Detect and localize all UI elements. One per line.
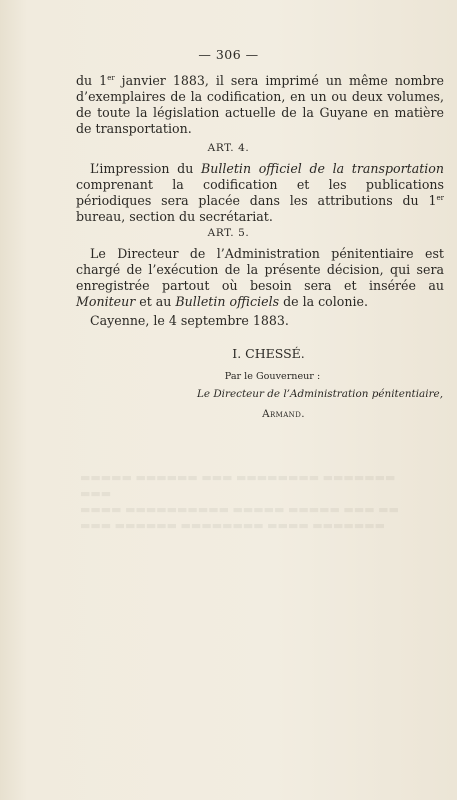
para3-text-c: de la colonie. xyxy=(279,294,368,309)
page-number: — 306 — xyxy=(198,47,259,62)
article-4-heading xyxy=(0,142,457,154)
bleed-through-text: ▬▬▬▬▬ ▬▬▬▬▬▬ ▬▬▬ ▬▬▬▬▬▬▬▬ ▬▬▬▬▬▬▬ ▬▬▬ ▬▬▬▬ ▬▬▬▬▬▬▬▬▬▬ ▬▬▬▬▬ ▬▬▬▬▬ ▬▬▬ ▬▬ ▬▬▬ ▬▬▬▬▬▬ ▬▬▬▬▬▬▬▬ ▬▬▬▬ ▬▬▬▬▬▬▬ xyxy=(80,471,399,532)
para3-text-b: et au xyxy=(135,294,176,309)
para1-sup: er xyxy=(107,73,115,82)
para2-text-c: bureau, section du secrétariat. xyxy=(76,209,273,224)
para2-italic: Bulletin officiel de la transportation xyxy=(200,161,444,176)
para1-text-b: janvier 1883, il sera imprimé un même nombre d’exemplaires de la codification, en un ou deux volumes, de toute la législation actuelle de la Guyane en matière de transportation. xyxy=(76,73,444,136)
para1-text-a: du xyxy=(76,73,100,88)
para2-text-a: L’impression du xyxy=(90,161,201,176)
paragraph-3 xyxy=(76,246,444,329)
para2-sup: er xyxy=(436,193,444,202)
article-5-heading xyxy=(0,227,457,239)
para3-italic-1: Moniteur xyxy=(76,294,136,309)
paragraph-2: L’impression du Bulletin officiel de la transportation comprenant la codification et les publications périodiques sera placée dans les attributions du 1er bureau, section du secrétariat. xyxy=(76,161,444,224)
signature-name-2: Armand. xyxy=(262,408,305,420)
signature-name: I. CHESSÉ. xyxy=(232,346,305,361)
paragraph-1: du 1er janvier 1883, il sera imprimé un même nombre d’exemplaires de la codification, en un ou deux volumes, de toute la législation actuelle de la Guyane en matière de transportation. xyxy=(76,73,444,136)
signature-by: Par le Gouverneur : xyxy=(224,371,321,382)
article-4-label: ART. 4. xyxy=(207,142,250,154)
article-5-label: ART. 5. xyxy=(207,227,250,239)
para3-italic-2: Bulletin officiels xyxy=(175,294,280,309)
para3-text-a: Le Directeur de l’Administration pénitentiaire est chargé de l’exécution de la présente décision, qui sera enregistrée partout où besoin sera et insérée au xyxy=(76,246,444,293)
place-date: Cayenne, le 4 septembre 1883. xyxy=(90,313,289,328)
para2-text-b: comprenant la codification et les publications périodiques sera placée dans les attributions du xyxy=(76,177,444,208)
signature-title: Le Directeur de l’Administration pénitentiaire, xyxy=(197,388,443,400)
